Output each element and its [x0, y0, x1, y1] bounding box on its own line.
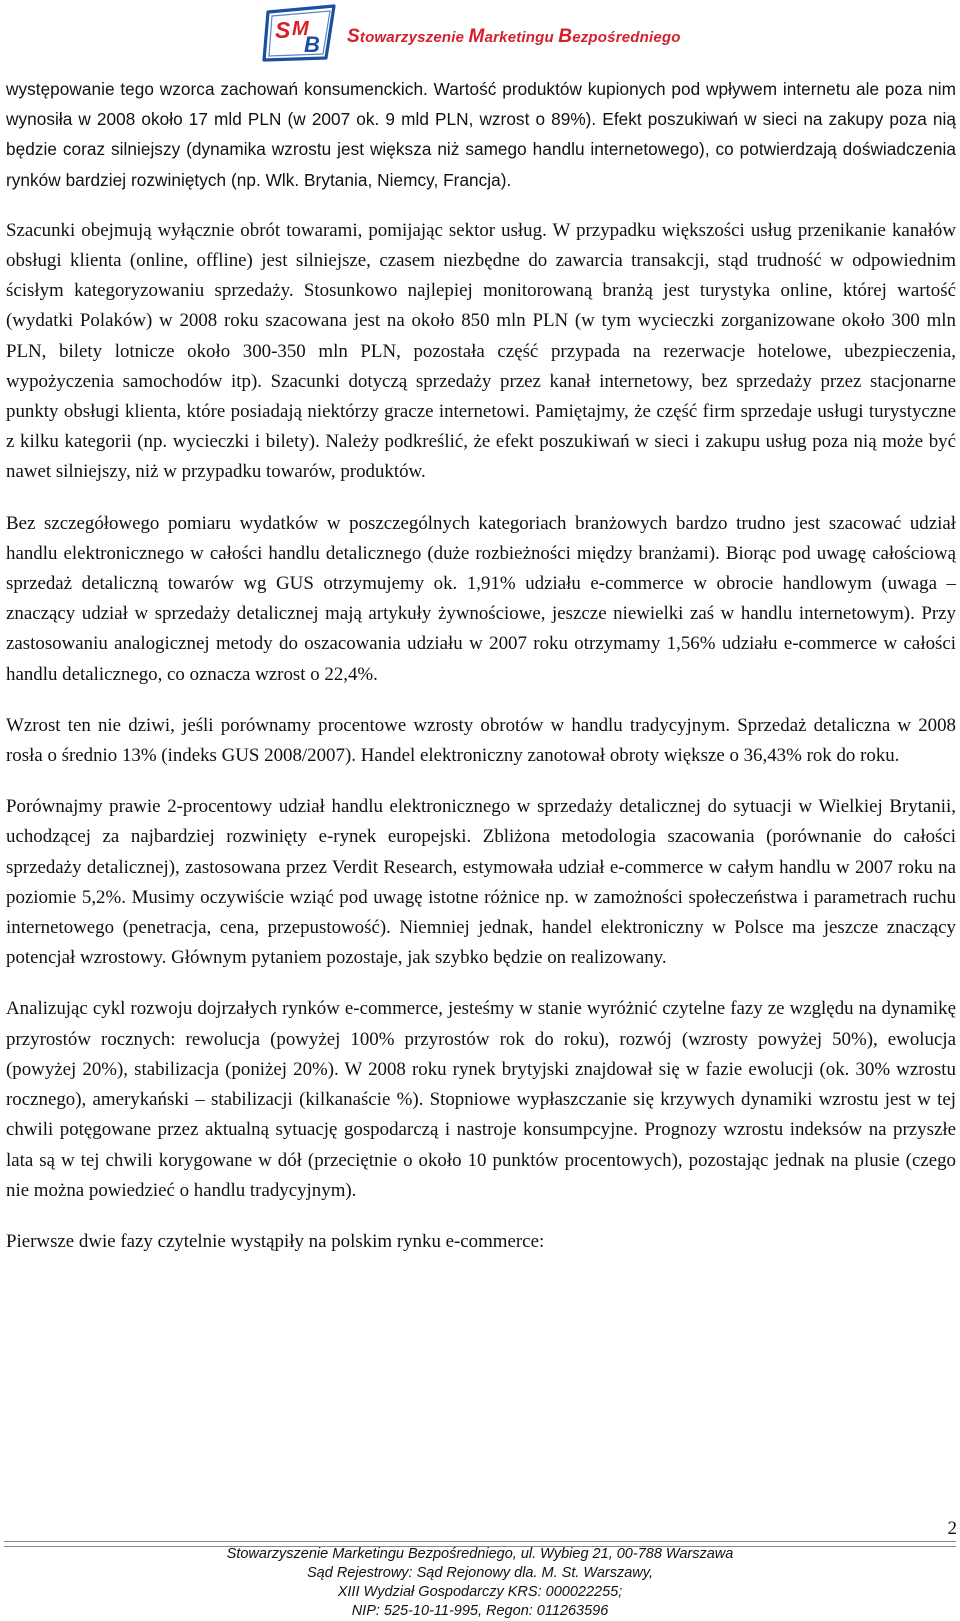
page-header — [0, 0, 960, 66]
org-name-initial: S — [347, 26, 360, 47]
footer-krs-line: XIII Wydział Gospodarczy KRS: 000022255; — [337, 1584, 623, 1600]
svg-text:M: M — [292, 18, 309, 40]
svg-text:B: B — [304, 32, 320, 57]
paragraph: Szacunki obejmują wyłącznie obrót towarami, pomijając sektor usług. W przypadku większości usług przenikanie kanałów obsługi klienta (online, offline) jest silniejsze, czasem niezbędne do zawarcia transakcji, stąd trudność w odpowiednim ścisłym kategoryzowaniu sprzedaży. Stosunkowo najlepiej monitorowaną branżą jest turystyka online, której wartość (wydatki Polaków) w 2008 roku szacowana jest na około 850 mln PLN (w tym wycieczki zorganizowane około 300 mln PLN, bilety lotnicze około 300-350 mln PLN, pozostała część przypada na rezerwacje hotelowe, ubezpieczenia, wypożyczenia samochodów itp). Szacunki dotyczą sprzedaży przez kanał internetowy, bez sprzedaży przez stacjonarne punkty obsługi klienta, które posiadają niektórzy gracze internetowi. Pamiętajmy, że część firm sprzedaje usługi turystyczne z kilku kategorii (np. wycieczki i bilety). Należy podkreślić, że efekt poszukiwań w sieci i zakupu usług poza nią może być nawet silniejszy, niż w przypadku towarów, produktów. — [6, 219, 956, 483]
paragraph: Analizując cykl rozwoju dojrzałych rynków e-commerce, jesteśmy w stanie wyróżnić czytelne fazy ze względu na dynamikę przyrostów rocznych: rewolucja (powyżej 100% przyrostów rok do roku), rozwój (wzrosty powyżej 50%), ewolucja (powyżej 20%), stabilizacja (poniżej 20%). W 2008 roku rynek brytyjski znajdował się w fazie ewolucji (ok. 30% wzrostu rocznego), amerykański – stabilizacji (kilkanaście %). Stopniowe wypłaszczanie się krzywych dynamiki wzrostu jest w tej chwili potęgowane przez aktualną sytuację gospodarczą i nastroje konsumpcyjne. Prognozy wzrostu indeksów na przyszłe lata są w tej chwili korygowane w dół (przeciętnie o około 10 punktów procentowych), pozostając jednak na plusie (czego nie można powiedzieć o handlu tradycyjnym). — [6, 998, 956, 1201]
paragraph: Porównajmy prawie 2-procentowy udział handlu elektronicznego w sprzedaży detalicznej do sytuacji w Wielkiej Brytanii, uchodzącej za najbardziej rozwinięty e-rynek europejski. Zbliżona metodologia szacowania (porównanie do całości sprzedaży detalicznej), zastosowana przez Verdit Research, estymowała udział e-commerce w całym handlu w 2007 roku na poziomie 5,2%. Musimy oczywiście wziąć pod uwagę istotne różnice np. w zamożności społeczeństwa i parametrach ruchu internetowego (penetracja, cena, przepustowość). Niemniej jednak, handel elektroniczny w Polsce ma jeszcze znaczący potencjał wzrostowy. Głównym pytaniem pozostaje, jak szybko będzie on realizowany. — [6, 796, 956, 969]
org-name-initial: M — [468, 26, 485, 47]
smb-logo-icon — [262, 4, 340, 62]
org-name-part: towarzyszenie — [359, 29, 469, 46]
org-name-initial: B — [558, 26, 573, 47]
page-footer — [0, 1545, 960, 1621]
footer-nip-line: NIP: 525-10-11-995, Regon: 011263596 — [351, 1603, 609, 1619]
org-name-part: arketingu — [484, 29, 559, 46]
footer-court-line: Sąd Rejestrowy: Sąd Rejonowy dla. M. St. Warszawy, — [307, 1565, 653, 1581]
paragraph: Pierwsze dwie fazy czytelnie wystąpiły na polskim rynku e-commerce: — [6, 1230, 545, 1252]
org-name-part: ezpośredniego — [572, 29, 681, 46]
svg-text:S: S — [275, 17, 291, 43]
page-number: 2 — [947, 1518, 957, 1539]
organization-name — [347, 26, 681, 48]
footer-address-line: Stowarzyszenie Marketingu Bezpośredniego, ul. Wybieg 21, 00-788 Warszawa — [226, 1546, 734, 1562]
paragraph: Wzrost ten nie dziwi, jeśli porównamy procentowe wzrosty obrotów w handlu tradycyjnym. Sprzedaż detaliczna w 2008 rosła o średnio 13% (indeks GUS 2008/2007). Handel elektroniczny zanotował obroty większe o 36,43% rok do roku. — [6, 714, 956, 767]
document-body — [6, 74, 956, 1278]
paragraph: występowanie tego wzorca zachowań konsumenckich. Wartość produktów kupionych pod wpływem internetu ale poza nim wynosiła w 2008 około 17 mld PLN (w 2007 ok. 9 mld PLN, wzrost o 89%). Efekt poszukiwań w sieci na zakupy poza nią będzie coraz silniejszy (dynamika wzrostu jest większa niż samego handlu internetowego), co potwierdzają doświadczenia rynków bardziej rozwiniętych (np. Wlk. Brytania, Niemcy, Francja). — [6, 79, 956, 190]
paragraph: Bez szczegółowego pomiaru wydatków w poszczególnych kategoriach branżowych bardzo trudno jest szacować udział handlu elektronicznego w całości handlu detalicznego (duże rozbieżności między branżami). Biorąc pod uwagę całościową sprzedaż detaliczną towarów wg GUS otrzymujemy ok. 1,91% udziału e-commerce w obrocie handlowym (uwaga – znaczący udział w sprzedaży detalicznej mają artykuły żywnościowe, jeszcze niewielki zaś w handlu internetowym). Przy zastosowaniu analogicznej metody do oszacowania udziału w 2007 roku otrzymamy 1,56% udziału e-commerce w całości handlu detalicznego, co oznacza wzrost o 22,4%. — [6, 512, 956, 685]
